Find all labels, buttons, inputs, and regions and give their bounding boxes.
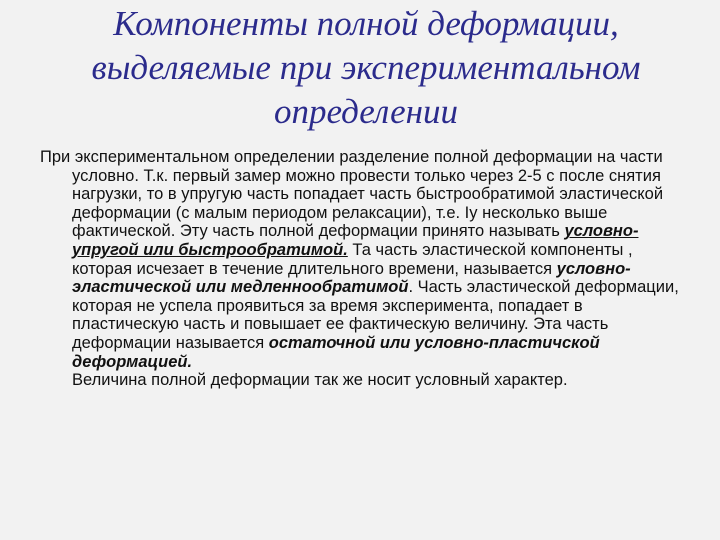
text-part-2: Та часть эластической компоненты , которая исчезает в течение длительного времени, называется (72, 240, 633, 278)
term-elastic-fast: условно-упругой или быстрообратимой. (72, 222, 639, 259)
slide-title (40, 0, 692, 134)
term-residual: остаточной или условно-пластичской деформацией. (72, 333, 600, 371)
final-line: Величина полной деформации так же носит условный характер. (72, 371, 568, 390)
body-paragraph (40, 148, 692, 390)
text-part-1: При экспериментальном определении разделение полной деформации на части условно. Т.к. первый замер можно провести только через 2-5 с после снятия нагрузки, то в упругую часть попадает часть быстрообратимой эластической деформации (с малым периодом релаксации), т.е. Iу несколько выше фактической. Эту часть полной деформации принято называть (40, 148, 664, 241)
text-part-3: . Часть эластической деформации, которая не успела проявиться за время эксперимента, попадает в пластическую часть и повышает ее фактическую величину. Эта часть деформации называется (72, 278, 679, 352)
title-line-2: выделяемые при экспериментальном (91, 48, 641, 87)
title-line-3: определении (274, 92, 458, 131)
term-elastic-slow: условно-эластической или медленнообратимой (72, 259, 631, 297)
title-line-1: Компоненты полной деформации, (113, 4, 619, 43)
